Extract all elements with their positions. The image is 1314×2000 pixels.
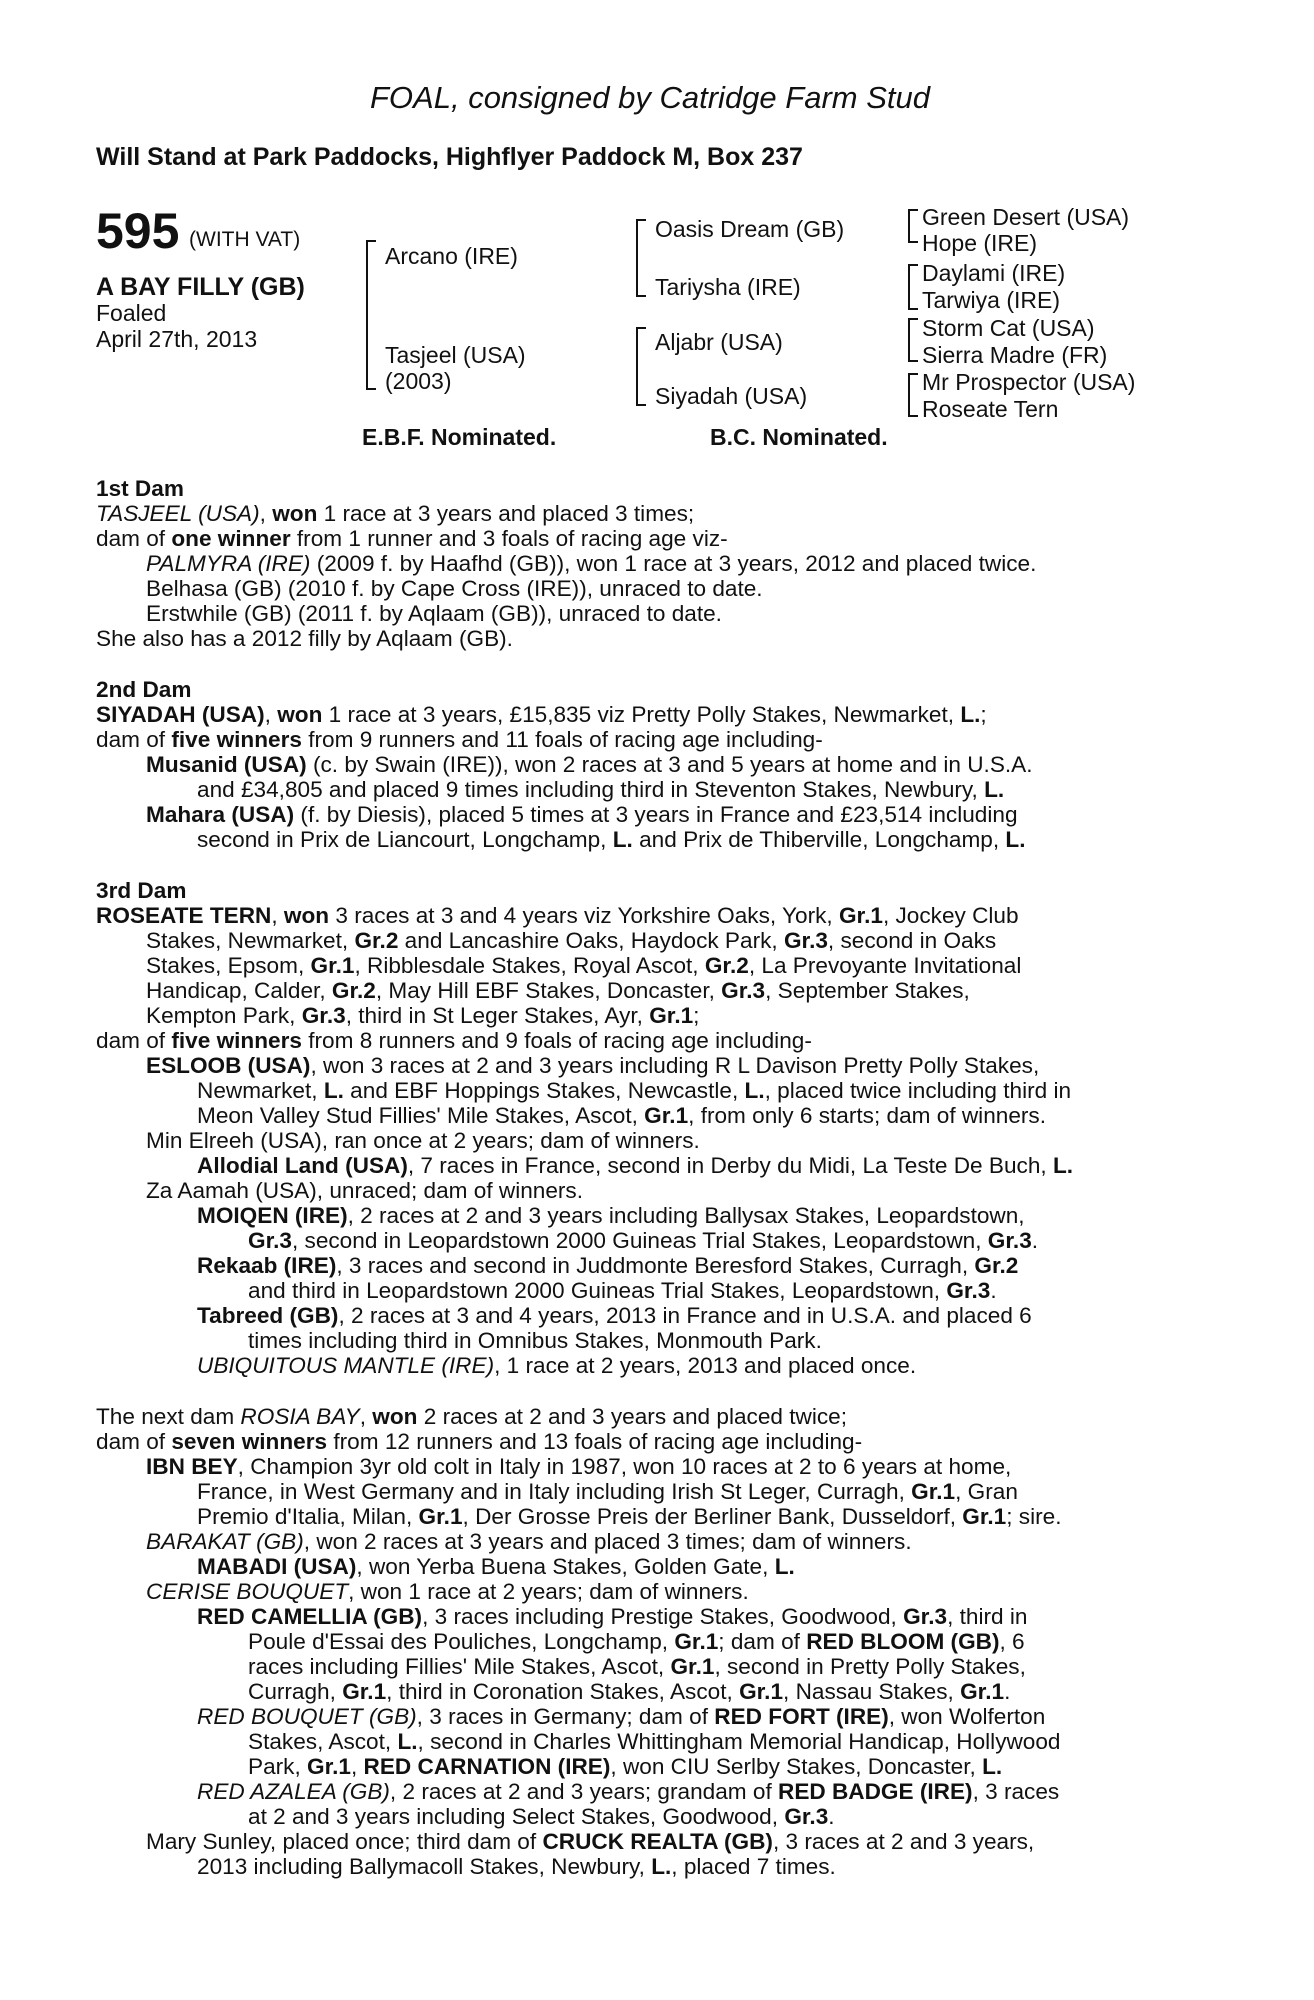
- ebf-nominated: E.B.F. Nominated.: [362, 424, 557, 450]
- catalogue-body: [96, 476, 1206, 1879]
- heading-1st-dam: 1st Dam: [96, 476, 184, 501]
- pedigree-brace-gen1: [366, 240, 376, 390]
- heading-3rd-dam: 3rd Dam: [96, 878, 187, 903]
- produce-red-azalea-cont: at 2 and 3 years including Select Stakes, Goodwood, Gr.3.: [248, 1804, 835, 1829]
- produce-red-camellia-cont-1: Poule d'Essai des Pouliches, Longchamp, Gr.1; dam of RED BLOOM (GB), 6: [248, 1629, 1025, 1654]
- produce-ubiquitous-mantle: UBIQUITOUS MANTLE (IRE), 1 race at 2 years, 2013 and placed once.: [197, 1353, 917, 1378]
- dam3-line-5: Kempton Park, Gr.3, third in St Leger Stakes, Ayr, Gr.1;: [146, 1003, 700, 1028]
- produce-red-bouquet-cont-1: Stakes, Ascot, L., second in Charles Whittingham Memorial Handicap, Hollywood: [248, 1729, 1061, 1754]
- lot-number: 595: [96, 203, 180, 259]
- pedigree-g3: Daylami (IRE): [922, 260, 1066, 286]
- vat-note: (WITH VAT): [189, 228, 301, 251]
- foaled-date: April 27th, 2013: [96, 326, 258, 352]
- dam1-line: TASJEEL (USA), won 1 race at 3 years and placed 3 times;: [96, 501, 695, 526]
- produce-tabreed-cont: times including third in Omnibus Stakes, Monmouth Park.: [248, 1328, 822, 1353]
- produce-erstwhile: Erstwhile (GB) (2011 f. by Aqlaam (GB)), unraced to date.: [146, 601, 722, 626]
- pedigree-brace-sire: [636, 219, 646, 297]
- produce-ibn-bey: IBN BEY, Champion 3yr old colt in Italy in 1987, won 10 races at 2 to 6 years at home,: [146, 1454, 1012, 1479]
- produce-mahara: Mahara (USA) (f. by Diesis), placed 5 times at 3 years in France and £23,514 including: [146, 802, 1018, 827]
- pedigree-g2: Hope (IRE): [922, 230, 1038, 256]
- next-dam-produce-summary: dam of seven winners from 12 runners and 13 foals of racing age including-: [96, 1429, 863, 1454]
- pedigree-sire: Arcano (IRE): [385, 243, 518, 269]
- produce-barakat: BARAKAT (GB), won 2 races at 3 years and placed 3 times; dam of winners.: [146, 1529, 912, 1554]
- produce-palmyra: PALMYRA (IRE) (2009 f. by Haafhd (GB)), won 1 race at 3 years, 2012 and placed twice.: [146, 551, 1037, 576]
- pedigree-sire-dam: Tariysha (IRE): [655, 274, 801, 300]
- next-dam-line: The next dam ROSIA BAY, won 2 races at 2 and 3 years and placed twice;: [96, 1404, 847, 1429]
- produce-red-bouquet-cont-2: Park, Gr.1, RED CARNATION (IRE), won CIU Serlby Stakes, Doncaster, L.: [248, 1754, 1003, 1779]
- pedigree-g5: Storm Cat (USA): [922, 315, 1095, 341]
- produce-red-camellia: RED CAMELLIA (GB), 3 races including Prestige Stakes, Goodwood, Gr.3, third in: [197, 1604, 1028, 1629]
- dam1-produce-summary: dam of one winner from 1 runner and 3 foals of racing age viz-: [96, 526, 728, 551]
- produce-mahara-cont: second in Prix de Liancourt, Longchamp, L. and Prix de Thiberville, Longchamp, L.: [197, 827, 1026, 852]
- pedigree-dam: Tasjeel (USA): [385, 342, 526, 368]
- pedigree-g7: Mr Prospector (USA): [922, 369, 1136, 395]
- produce-cerise-bouquet: CERISE BOUQUET, won 1 race at 2 years; dam of winners.: [146, 1579, 749, 1604]
- produce-mabadi: MABADI (USA), won Yerba Buena Stakes, Golden Gate, L.: [197, 1554, 795, 1579]
- pedigree-dam-sire: Aljabr (USA): [655, 329, 783, 355]
- produce-ibn-bey-cont-2: Premio d'Italia, Milan, Gr.1, Der Grosse Preis der Berliner Bank, Dusseldorf, Gr.1; sire.: [197, 1504, 1062, 1529]
- dam3-line-4: Handicap, Calder, Gr.2, May Hill EBF Stakes, Doncaster, Gr.3, September Stakes,: [146, 978, 970, 1003]
- dam3-line-2: Stakes, Newmarket, Gr.2 and Lancashire Oaks, Haydock Park, Gr.3, second in Oaks: [146, 928, 997, 953]
- produce-rekaab: Rekaab (IRE), 3 races and second in Juddmonte Beresford Stakes, Curragh, Gr.2: [197, 1253, 1019, 1278]
- dam1-also: She also has a 2012 filly by Aqlaam (GB).: [96, 626, 513, 651]
- dam3-produce-summary: dam of five winners from 8 runners and 9 foals of racing age including-: [96, 1028, 812, 1053]
- produce-rekaab-cont: and third in Leopardstown 2000 Guineas Trial Stakes, Leopardstown, Gr.3.: [248, 1278, 997, 1303]
- produce-belhasa: Belhasa (GB) (2010 f. by Cape Cross (IRE)), unraced to date.: [146, 576, 763, 601]
- produce-moiqen: MOIQEN (IRE), 2 races at 2 and 3 years including Ballysax Stakes, Leopardstown,: [197, 1203, 1025, 1228]
- produce-esloob-cont-2: Meon Valley Stud Fillies' Mile Stakes, Ascot, Gr.1, from only 6 starts; dam of winners.: [197, 1103, 1047, 1128]
- page-title: FOAL, consigned by Catridge Farm Stud: [370, 80, 930, 115]
- produce-musanid-cont: and £34,805 and placed 9 times including third in Steventon Stakes, Newbury, L.: [197, 777, 1005, 802]
- dam3-line-3: Stakes, Epsom, Gr.1, Ribblesdale Stakes, Royal Ascot, Gr.2, La Prevoyante Invitational: [146, 953, 1022, 978]
- produce-moiqen-cont: Gr.3, second in Leopardstown 2000 Guineas Trial Stakes, Leopardstown, Gr.3.: [248, 1228, 1039, 1253]
- produce-min-elreeh: Min Elreeh (USA), ran once at 2 years; dam of winners.: [146, 1128, 700, 1153]
- stand-location: Will Stand at Park Paddocks, Highflyer Paddock M, Box 237: [96, 143, 803, 171]
- pedigree-dam-year: (2003): [385, 368, 452, 394]
- produce-allodial-land: Allodial Land (USA), 7 races in France, second in Derby du Midi, La Teste De Buch, L.: [197, 1153, 1074, 1178]
- pedigree-g4: Tarwiya (IRE): [922, 287, 1061, 313]
- foaled-label: Foaled: [96, 300, 167, 326]
- pedigree-brace-g2: [908, 264, 918, 310]
- produce-musanid: Musanid (USA) (c. by Swain (IRE)), won 2 races at 3 and 5 years at home and in U.S.A.: [146, 752, 1033, 777]
- pedigree-dam-dam: Siyadah (USA): [655, 383, 808, 409]
- pedigree-g6: Sierra Madre (FR): [922, 342, 1108, 368]
- pedigree-sire-sire: Oasis Dream (GB): [655, 216, 845, 242]
- produce-red-azalea: RED AZALEA (GB), 2 races at 2 and 3 years; grandam of RED BADGE (IRE), 3 races: [197, 1779, 1060, 1804]
- produce-red-camellia-cont-2: races including Fillies' Mile Stakes, Ascot, Gr.1, second in Pretty Polly Stakes,: [248, 1654, 1026, 1679]
- lot-name: A BAY FILLY (GB): [96, 273, 305, 301]
- produce-mary-sunley: Mary Sunley, placed once; third dam of CRUCK REALTA (GB), 3 races at 2 and 3 years,: [146, 1829, 1035, 1854]
- dam2-produce-summary: dam of five winners from 9 runners and 11 foals of racing age including-: [96, 727, 823, 752]
- pedigree-brace-g4: [908, 373, 918, 417]
- dam2-line: SIYADAH (USA), won 1 race at 3 years, £15,835 viz Pretty Polly Stakes, Newmarket, L.;: [96, 702, 987, 727]
- produce-za-aamah: Za Aamah (USA), unraced; dam of winners.: [146, 1178, 584, 1203]
- produce-tabreed: Tabreed (GB), 2 races at 3 and 4 years, 2013 in France and in U.S.A. and placed 6: [197, 1303, 1032, 1328]
- produce-ibn-bey-cont-1: France, in West Germany and in Italy including Irish St Leger, Curragh, Gr.1, Gran: [197, 1479, 1018, 1504]
- pedigree-g1: Green Desert (USA): [922, 204, 1130, 230]
- heading-2nd-dam: 2nd Dam: [96, 677, 192, 702]
- produce-red-camellia-cont-3: Curragh, Gr.1, third in Coronation Stakes, Ascot, Gr.1, Nassau Stakes, Gr.1.: [248, 1679, 1011, 1704]
- pedigree-brace-g3: [908, 318, 918, 362]
- bc-nominated: B.C. Nominated.: [710, 424, 888, 450]
- pedigree-brace-dam: [636, 327, 646, 406]
- produce-esloob-cont-1: Newmarket, L. and EBF Hoppings Stakes, Newcastle, L., placed twice including third in: [197, 1078, 1072, 1103]
- produce-mary-sunley-cont: 2013 including Ballymacoll Stakes, Newbury, L., placed 7 times.: [197, 1854, 836, 1879]
- produce-red-bouquet: RED BOUQUET (GB), 3 races in Germany; dam of RED FORT (IRE), won Wolferton: [197, 1704, 1046, 1729]
- dam3-line-1: ROSEATE TERN, won 3 races at 3 and 4 years viz Yorkshire Oaks, York, Gr.1, Jockey Club: [96, 903, 1019, 928]
- pedigree-g8: Roseate Tern: [922, 396, 1059, 422]
- pedigree-brace-g1: [908, 209, 918, 243]
- produce-esloob: ESLOOB (USA), won 3 races at 2 and 3 years including R L Davison Pretty Polly Stakes,: [146, 1053, 1040, 1078]
